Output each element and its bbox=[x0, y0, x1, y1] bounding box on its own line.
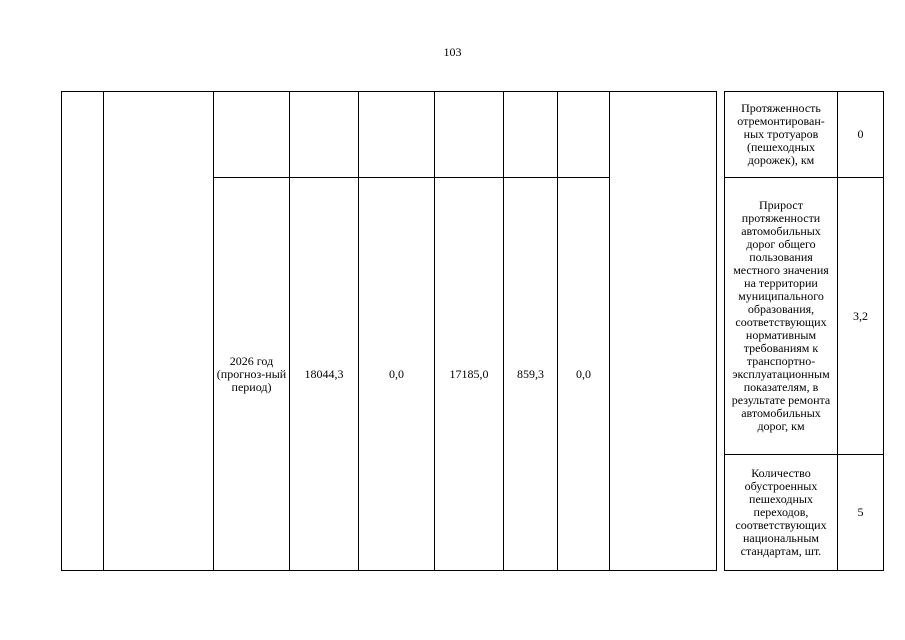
event-cell bbox=[104, 92, 214, 571]
previous-local-cell bbox=[504, 92, 558, 178]
regional-budget-cell: 17185,0 bbox=[435, 178, 504, 571]
previous-total-cell bbox=[290, 92, 359, 178]
executor-cell bbox=[610, 92, 717, 571]
indicator-name-cell: Прирост протяженности автомобильных дорог общего пользования местного значения на территории муниципального образования, соответствующих нормативным требованиям к транспортно-эксплуатационным показателям, в результате ремонта автомобильных дорог, км bbox=[725, 178, 838, 455]
federal-budget-cell: 0,0 bbox=[359, 178, 435, 571]
other-sources-cell: 0,0 bbox=[558, 178, 610, 571]
total-cell: 18044,3 bbox=[290, 178, 359, 571]
local-budget-cell: 859,3 bbox=[504, 178, 558, 571]
table-row bbox=[62, 92, 884, 178]
indicator-value-cell: 5 bbox=[838, 455, 884, 571]
previous-federal-cell bbox=[359, 92, 435, 178]
indicator-value-cell: 3,2 bbox=[838, 178, 884, 455]
previous-regional-cell bbox=[435, 92, 504, 178]
period-cell: 2026 год (прогноз-ный период) bbox=[214, 178, 290, 571]
indicator-name-cell: Протяженность отремонтирован-ных тротуаров (пешеходных дорожек), км bbox=[725, 92, 838, 178]
previous-period-cell bbox=[214, 92, 290, 178]
page-number: 103 bbox=[443, 45, 462, 59]
column-gap bbox=[717, 92, 725, 571]
indicator-name-cell: Количество обустроенных пешеходных переходов, соответствующих национальным стандартам, шт. bbox=[725, 455, 838, 571]
indicator-value-cell: 0 bbox=[838, 92, 884, 178]
previous-other-cell bbox=[558, 92, 610, 178]
number-cell bbox=[62, 92, 104, 571]
program-table bbox=[61, 91, 884, 571]
